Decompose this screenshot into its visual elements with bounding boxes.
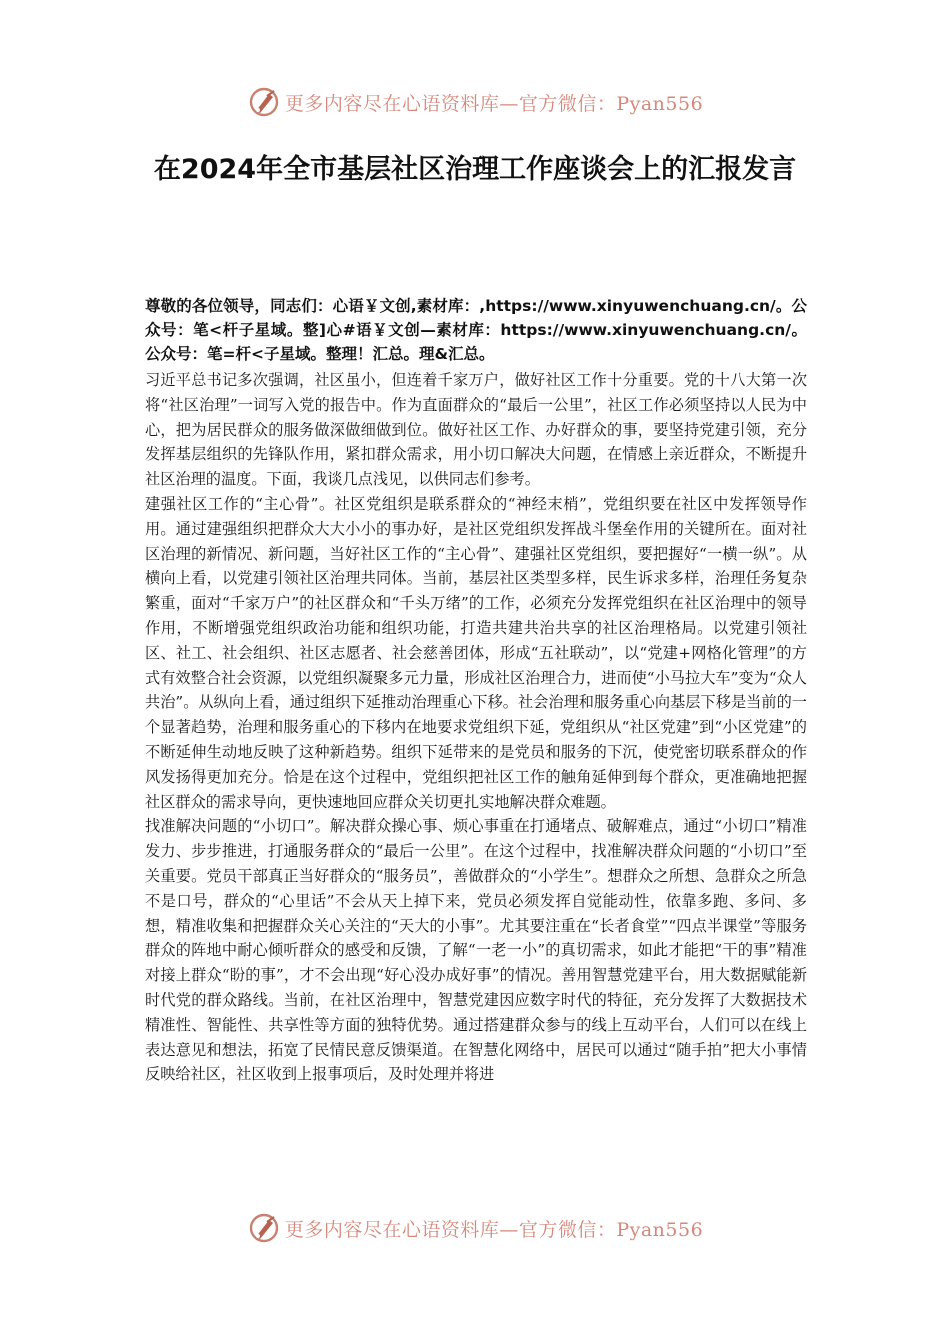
watermark-text: 更多内容尽在心语资料库—官方微信：Pyan556 bbox=[284, 92, 704, 115]
pen-nib-circle-icon bbox=[247, 1211, 281, 1245]
header-watermark-banner bbox=[0, 82, 950, 122]
document-title: 在2024年全市基层社区治理工作座谈会上的汇报发言 bbox=[153, 154, 797, 185]
watermark-text: 更多内容尽在心语资料库—官方微信：Pyan556 bbox=[284, 1218, 704, 1241]
footer-watermark-banner bbox=[0, 1208, 950, 1248]
body-paragraph: 习近平总书记多次强调，社区虽小，但连着千家万户，做好社区工作十分重要。党的十八大第一次将“社区治理”一词写入党的报告中。作为直面群众的“最后一公里”，社区工作必须坚持以人民为中心，把为居民群众的服务做深做细做到位。做好社区工作、办好群众的事，要坚持党建引领，充分发挥基层组织的先锋队作用，紧扣群众需求，用小切口解决大问题，在情感上亲近群众，不断提升社区治理的温度。下面，我谈几点浅见，以供同志们参考。 bbox=[145, 371, 807, 489]
body-paragraph: 建强社区工作的“主心骨”。社区党组织是联系群众的“神经末梢”，党组织要在社区中发挥领导作用。通过建强组织把群众大大小小的事办好，是社区党组织发挥战斗堡垒作用的关键所在。面对社区治理的新情况、新问题，当好社区工作的“主心骨”、建强社区党组织，要把握好“一横一纵”。从横向上看，以党建引领社区治理共同体。当前，基层社区类型多样，民生诉求多样，治理任务复杂繁重，面对“千家万户”的社区群众和“千头万绪”的工作，必须充分发挥党组织在社区治理中的领导作用，不断增强党组织政治功能和组织功能，打造共建共治共享的社区治理格局。以党建引领社区、社工、社会组织、社区志愿者、社会慈善团体，形成“五社联动”，以“党建+网格化管理”的方式有效整合社会资源，以党组织凝聚多元力量，形成社区治理合力，进而使“小马拉大车”变为“众人共治”。从纵向上看，通过组织下延推动治理重心下移。社会治理和服务重心向基层下移是当前的一个显著趋势，治理和服务重心的下移内在地要求党组织下延，党组织从“社区党建”到“小区党建”的不断延伸生动地反映了这种新趋势。组织下延带来的是党员和服务的下沉，使党密切联系群众的作风发扬得更加充分。恰是在这个过程中，党组织把社区工作的触角延伸到每个群众，更准确地把握社区群众的需求导向，更快速地回应群众关切更扎实地解决群众难题。 bbox=[145, 494, 807, 811]
body-paragraph: 找准解决问题的“小切口”。解决群众操心事、烦心事重在打通堵点、破解难点，通过“小切口”精准发力、步步推进，打通服务群众的“最后一公里”。在这个过程中，找准解决群众问题的“小切口”至关重要。党员干部真正当好群众的“服务员”，善做群众的“小学生”。想群众之所想、急群众之所急不是口号，群众的“心里话”不会从天上掉下来，党员必须发挥自觉能动性，依靠多跑、多问、多想，精准收集和把握群众关心关注的“天大的小事”。尤其要注重在“长者食堂”“四点半课堂”等服务群众的阵地中耐心倾听群众的感受和反馈，了解“一老一小”的真切需求，如此才能把“干的事”精准对接上群众“盼的事”，才不会出现“好心没办成好事”的情况。善用智慧党建平台，用大数据赋能新时代党的群众路线。当前，在社区治理中，智慧党建因应数字时代的特征，充分发挥了大数据技术精准性、智能性、共享性等方面的独特优势。通过搭建群众参与的线上互动平台，人们可以在线上表达意见和想法，拓宽了民情民意反馈渠道。在智慧化网络中，居民可以通过“随手拍”把大小事情反映给社区，社区收到上报事项后，及时处理并将进 bbox=[145, 817, 807, 1084]
document-body bbox=[145, 368, 807, 1188]
pen-nib-circle-icon bbox=[247, 85, 281, 119]
greeting-paragraph: 尊敬的各位领导，同志们：心语￥文创,素材库：,https://www.xinyuwenchuang.cn/。公众号：笔<杆子星域。整]心#语￥文创—素材库：https://www.xinyuwenchuang.cn/。公众号：笔=杆<子星域。整理！汇总。理&汇总。 bbox=[145, 297, 807, 363]
